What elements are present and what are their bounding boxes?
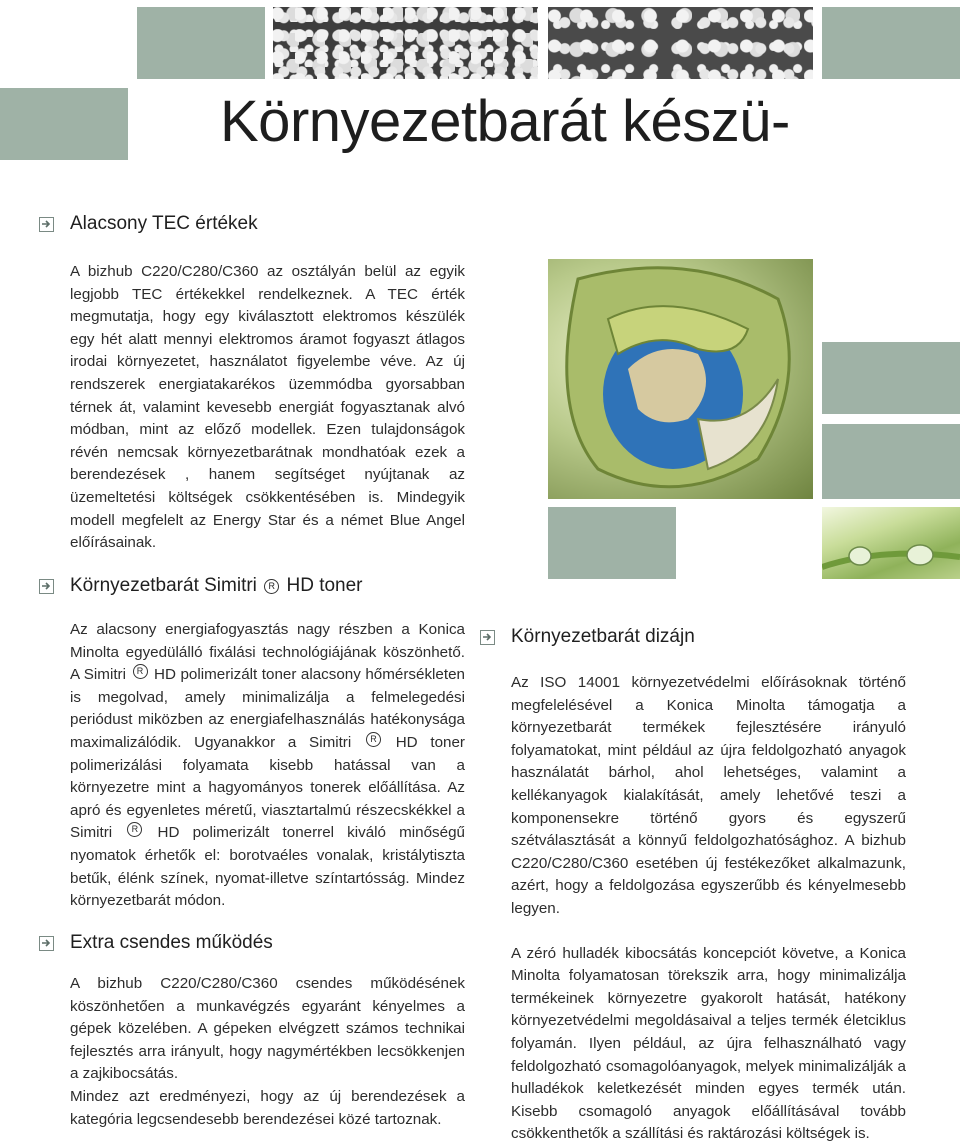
heading-text: Alacsony TEC értékek [70,213,258,234]
tec-paragraph [70,261,465,555]
globe-chestnut-photo [548,259,813,499]
granules-photo [548,7,813,79]
arrow-right-icon [480,630,495,645]
water-drops-photo [822,507,960,579]
design-paragraph [511,672,906,1146]
paragraph: A bizhub C220/C280/C360 az osztályán belül az egyik legjobb TEC értékekkel rendelkeznek. A TEC érték megmutatja, hogy egy kiválasztott elektromos készülék egy hét alatt mennyi elektromos áramot fogyaszt átlagos irodai környezetet, használatot figyelembe véve. Az új rendszerek energiatakarékos üzemmódba gyorsabban térnek át, valamint kevesebb energiát fogyasztanak alvó módban, mint az előző modellek. Ezen tulajdonságok révén nemcsak környezetbarátnak mondhatóak ezek a berendezések , hanem segítséget nyújtanak az üzemeltetési költségek csökkentésében is. Mindegyik modell megfelelt az Energy Star és a német Blue Angel előírásainak. [70,263,465,552]
simitri-paragraph [70,619,465,913]
decor-tile [822,424,960,499]
heading-text: Környezetbarát dizájn [511,626,695,647]
arrow-right-icon [39,217,54,232]
decor-tile [822,7,960,79]
section-heading-quiet [39,932,273,954]
arrow-right-icon [39,936,54,951]
registered-mark-icon: R [264,579,279,594]
decor-tile [137,7,265,79]
decor-tile [822,342,960,414]
granules-photo [273,7,538,79]
registered-mark-icon: R [133,664,148,679]
page-title: Környezetbarát készü- [220,89,790,154]
heading-text: HD toner [286,575,363,596]
paragraph: A bizhub C220/C280/C360 csendes működésének köszönhetően a munkavégzés egyaránt kényelmes a gépek közelében. A gépeken elvégzett számos technikai fejlesztés arra irányult, hogy nagymértékben lecsökkenjen a zajkibocsátás. [70,975,465,1083]
paragraph: A zéró hulladék kibocsátás koncepciót követve, a Konica Minolta folyamatosan törekszik arra, hogy minimalizálja termékeinek környezetre gyakorolt hatását, hatékony környezetvédelmi megoldásaival a teljes termék életciklus folyamán. Ilyen például, az újra felhasználható vagy feldolgozható csomagolóanyagok, melyek minimalizálják a hulladékok keletkezését minden egyes termék után. Kisebb csomagoló anyagok előállításával tovább csökkenthetők a szállítási és raktározási költségek is. [511,944,906,1143]
decor-tile [0,88,128,160]
decor-tile [548,507,676,579]
section-heading-tec [39,213,258,235]
quiet-paragraph [70,973,465,1131]
registered-mark-icon: R [127,822,142,837]
heading-text: Extra csendes működés [70,932,273,953]
paragraph: Az ISO 14001 környezetvédelmi előírásoknak történő megfelelésével a Konica Minolta támogatja a környezetbarát termékek fejlesztésére irányuló folyamatokat, mint például az újra feldolgozható anyagok használatát bárhol, ahol lehetséges, valamint a kellékanyagok kialakítását, amely lehetővé teszi a komponensekre történő gyors és egyszerű szétválasztását a könnyű feldolgozhatósághoz. A bizhub C220/C280/C360 esetében új festékezőket alkalmazunk, azért, hogy a feldolgozása egyszerűbb és kényelmesebb legyen. [511,674,906,917]
section-heading-simitri [39,575,363,597]
text-run: HD polimerizált tonerrel kiváló minőségű nyomatok érhetők el: borotvaéles vonalak, kristálytiszta betűk, élénk színek, nyomat-illetve színtartósság. Mindez környezetbarát módon. [70,824,465,910]
registered-mark-icon: R [366,732,381,747]
text-run: Az alacsony energiafogyasztás nagy részben a Konica Minolta egyedülálló fixálási technológiájának köszönhető. A Simitri [70,621,465,684]
paragraph: Mindez azt eredményezi, hogy az új berendezések a kategória legcsendesebb berendezései közé tartoznak. [70,1087,465,1128]
text-run: HD toner polimerizálási folyamata kisebb hatással van a környezetre mint a hagyományos tonerek előállítása. Az apró és egyenletes méretű, viasztartalmú részecskékkel a Simitri [70,733,465,842]
arrow-right-icon [39,579,54,594]
heading-text: Környezetbarát Simitri [70,575,257,596]
section-heading-design [480,626,695,648]
text-run: HD polimerizált toner alacsony hőmérsékleten is megolvad, amely minimalizálja a felmelegedési periódust miközben az energiafelhasználás hatékonysága maximalizálódik. Ugyanakkor a Simitri [70,666,465,751]
